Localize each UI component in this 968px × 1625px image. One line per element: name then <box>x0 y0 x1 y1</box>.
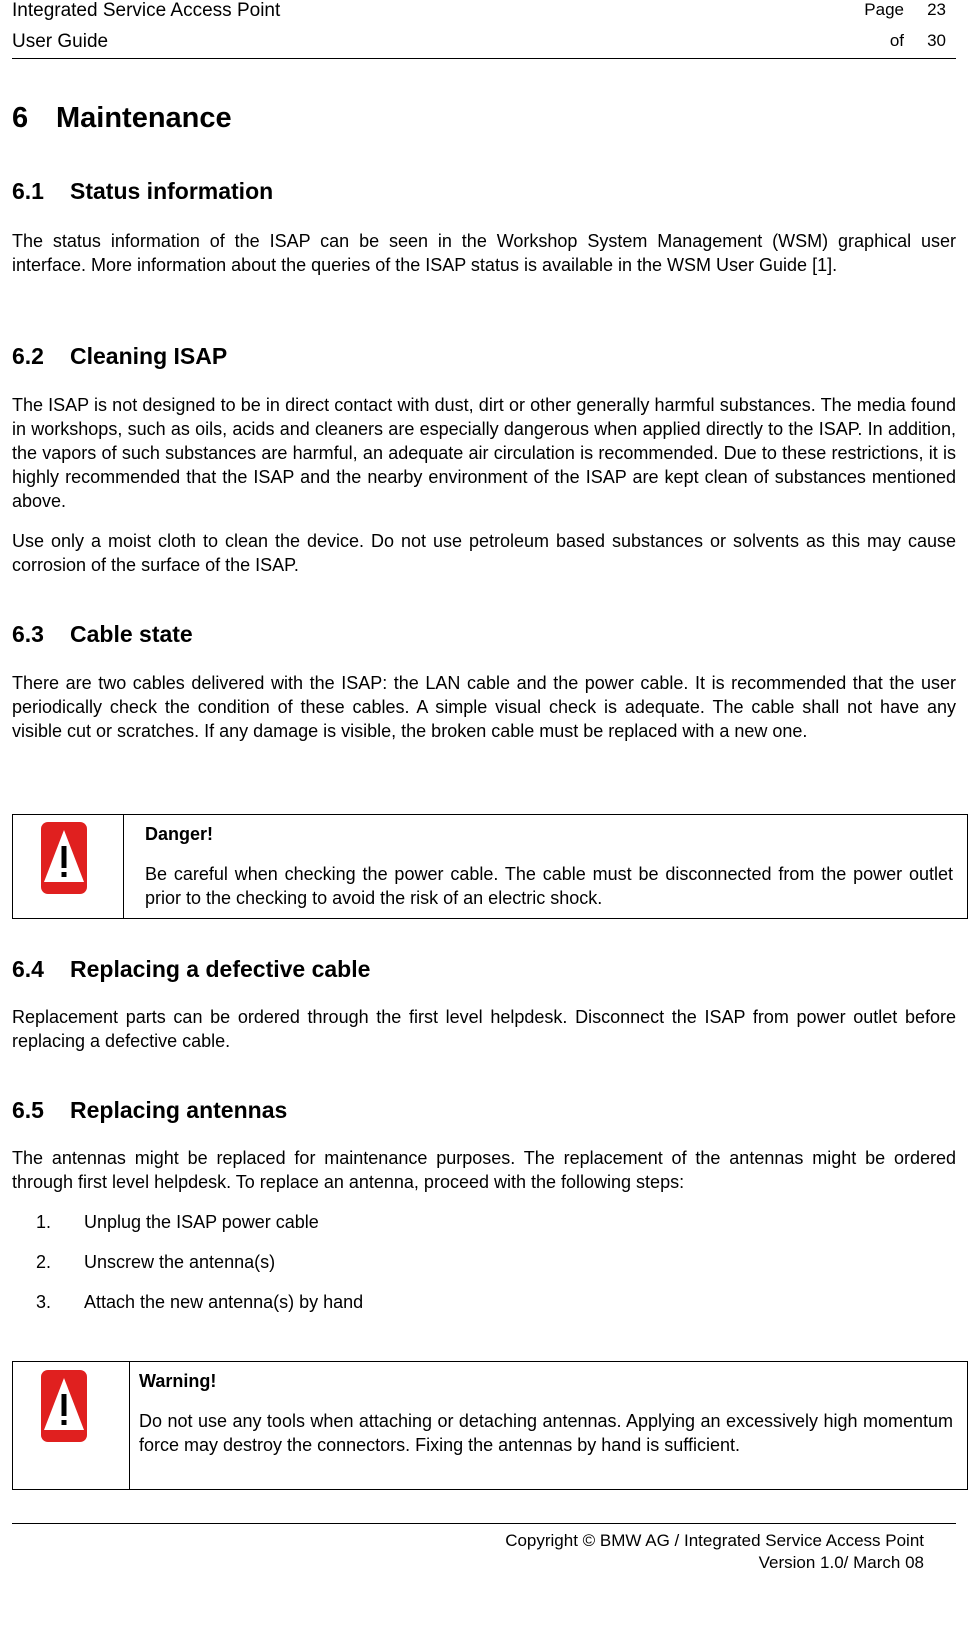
notice-text-cell <box>145 815 953 918</box>
footer-copyright: Copyright © BMW AG / Integrated Service Access Point <box>505 1531 924 1550</box>
list-text: Attach the new antenna(s) by hand <box>84 1292 364 1312</box>
paragraph-status-information: The status information of the ISAP can be seen in the Workshop System Management (WSM) graphical user interface. More information about the queries of the ISAP status is available in the WSM User Guide [1]. <box>12 231 956 275</box>
document-subtitle: User Guide <box>12 31 109 52</box>
paragraph-defective-cable: Replacement parts can be ordered through the first level helpdesk. Disconnect the ISAP from power outlet before replacing a defective cable. <box>12 1007 956 1051</box>
notice-title: Danger! <box>145 824 214 844</box>
section-number: 6.3 <box>12 621 44 647</box>
page-number: 23 <box>927 0 946 19</box>
section-title: Cable state <box>70 621 193 647</box>
section-title: Replacing antennas <box>70 1097 288 1123</box>
list-text: Unscrew the antenna(s) <box>84 1252 276 1272</box>
notice-icon-cell <box>13 1362 130 1489</box>
of-label: of <box>889 31 904 50</box>
footer-divider <box>12 1523 956 1524</box>
page-label: Page <box>864 0 904 19</box>
warning-triangle-icon <box>41 1370 87 1442</box>
notice-text-cell <box>139 1362 953 1489</box>
notice-icon-cell <box>13 815 124 918</box>
chapter-heading <box>12 102 232 135</box>
section-title: Cleaning ISAP <box>70 343 228 369</box>
document-title: Integrated Service Access Point <box>12 0 281 21</box>
danger-notice <box>12 814 968 919</box>
section-number: 6.2 <box>12 343 44 369</box>
notice-body: Be careful when checking the power cable. The cable must be disconnected from the power outlet prior to the checking to avoid the risk of an electric shock. <box>145 864 953 908</box>
section-number: 6.5 <box>12 1097 44 1123</box>
section-number: 6.1 <box>12 178 44 204</box>
list-index: 3. <box>36 1292 52 1312</box>
section-number: 6.4 <box>12 956 44 982</box>
chapter-number: 6 <box>12 102 29 134</box>
footer-version: Version 1.0/ March 08 <box>758 1553 924 1572</box>
warning-notice <box>12 1361 968 1490</box>
section-heading-6-5 <box>12 1097 287 1124</box>
paragraph-cable-state: There are two cables delivered with the ISAP: the LAN cable and the power cable. It is recommended that the user periodically check the condition of these cables. A simple visual check is adequate. The cable shall not have any visible cut or scratches. If any damage is visible, the broken cable must be replaced with a new one. <box>12 673 956 741</box>
section-title: Replacing a defective cable <box>70 956 371 982</box>
section-heading-6-4 <box>12 956 370 983</box>
paragraph-cleaning-1: The ISAP is not designed to be in direct contact with dust, dirt or other generally harmful substances. The media found in workshops, such as oils, acids and cleaners are especially dangerous when applied directly to the ISAP. In addition, the vapors of such substances are harmful, an adequate air circulation is recommended. Due to these restrictions, it is highly recommended that the ISAP and the nearby environment of the ISAP are kept clean of substances mentioned above. <box>12 395 956 511</box>
section-heading-6-3 <box>12 621 193 648</box>
paragraph-cleaning-2: Use only a moist cloth to clean the device. Do not use petroleum based substances or solvents as this may cause corrosion of the surface of the ISAP. <box>12 531 956 575</box>
warning-triangle-icon <box>41 822 87 894</box>
list-item <box>36 1211 319 1233</box>
list-item <box>36 1251 275 1273</box>
list-index: 2. <box>36 1252 52 1272</box>
section-heading-6-2 <box>12 343 227 370</box>
list-index: 1. <box>36 1212 52 1232</box>
paragraph-antennas: The antennas might be replaced for maintenance purposes. The replacement of the antennas might be ordered through first level helpdesk. To replace an antenna, proceed with the following steps: <box>12 1148 956 1192</box>
list-text: Unplug the ISAP power cable <box>84 1212 319 1232</box>
notice-title: Warning! <box>139 1371 217 1391</box>
section-title: Status information <box>70 178 274 204</box>
total-pages: 30 <box>927 31 946 50</box>
chapter-title: Maintenance <box>56 102 232 134</box>
list-item <box>36 1291 363 1313</box>
page-header <box>12 0 956 59</box>
notice-body: Do not use any tools when attaching or detaching antennas. Applying an excessively high momentum force may destroy the connectors. Fixing the antennas by hand is sufficient. <box>139 1411 953 1455</box>
section-heading-6-1 <box>12 178 273 205</box>
